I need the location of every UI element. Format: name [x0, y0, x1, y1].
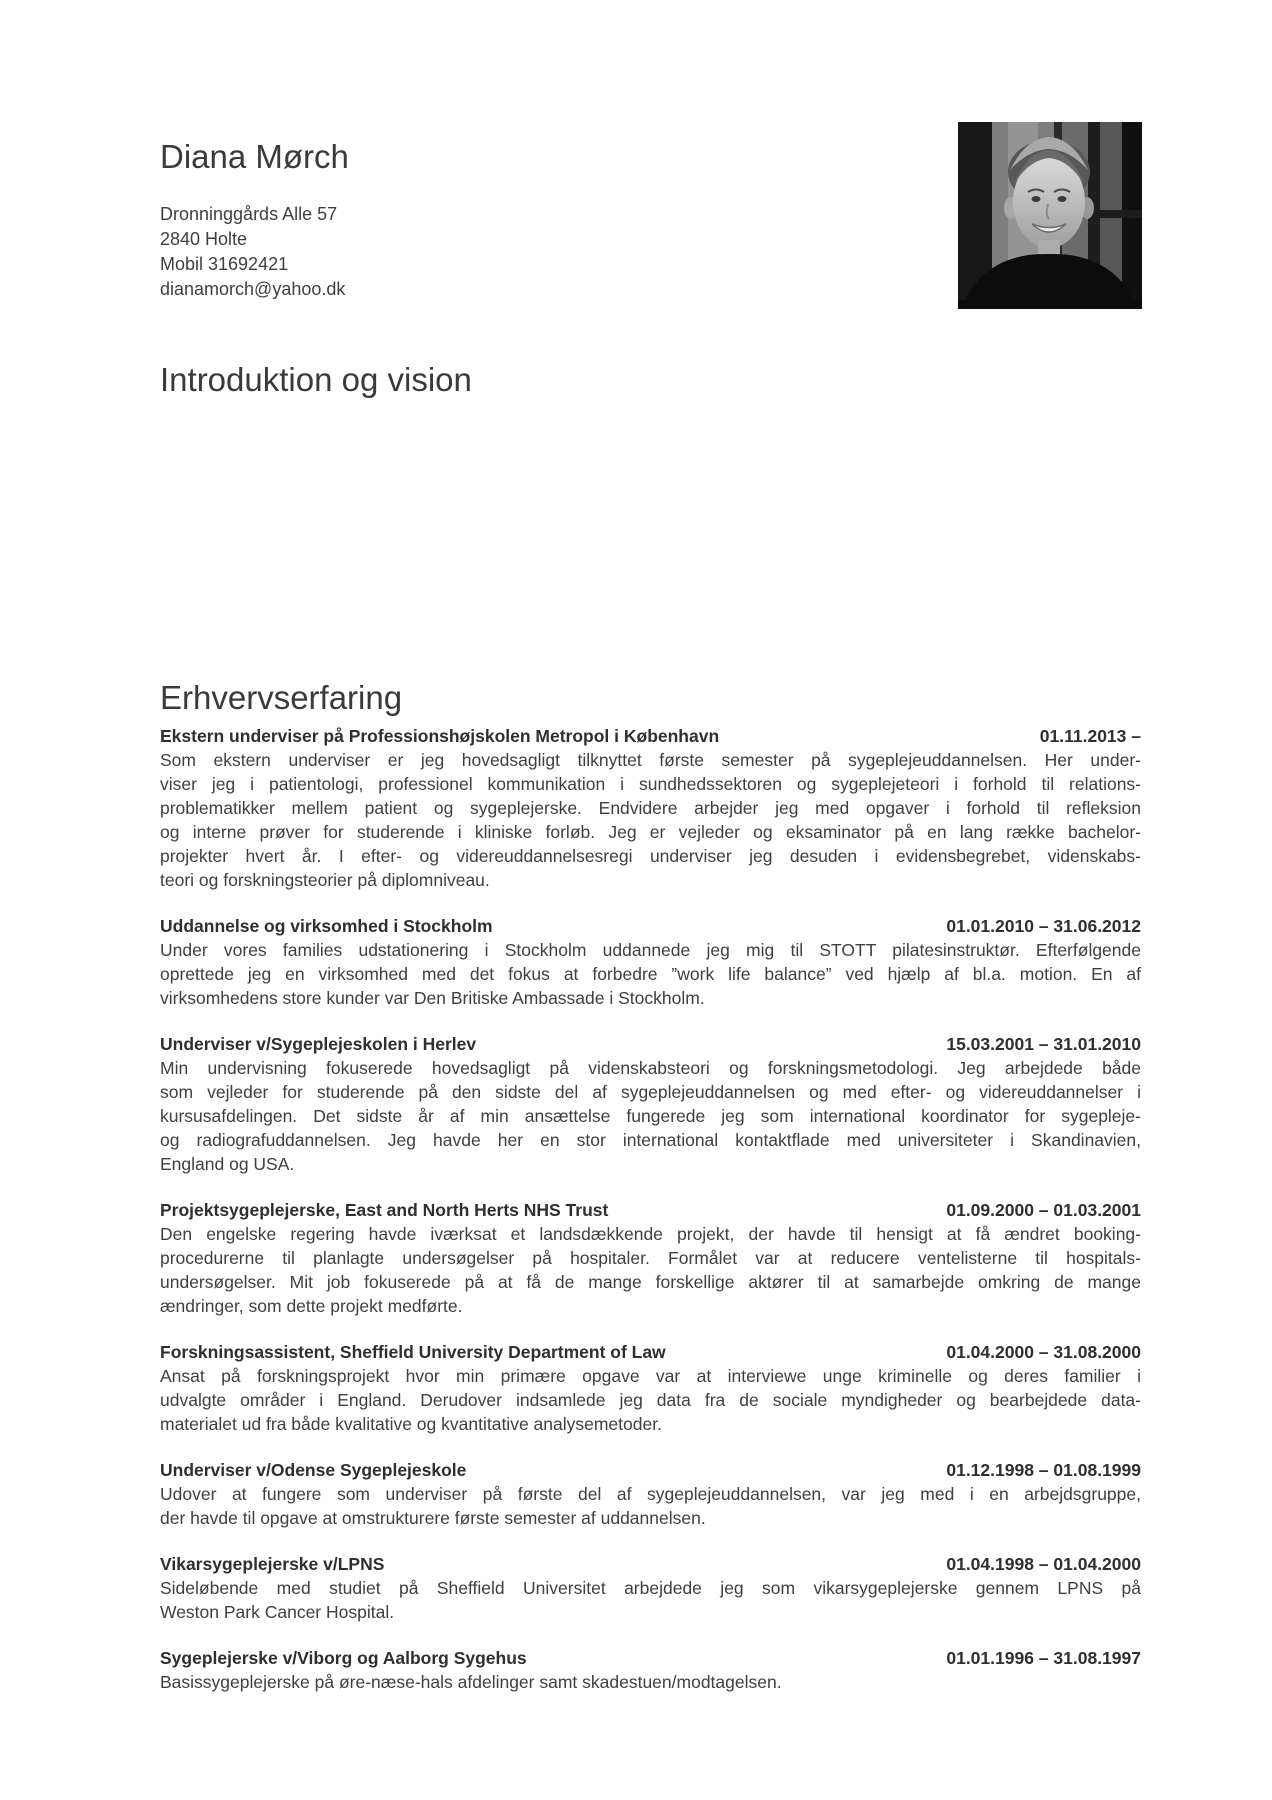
job-title: Uddannelse og virksomhed i Stockholm — [160, 916, 493, 936]
experience-entry — [160, 1458, 1141, 1530]
person-name: Diana Mørch — [160, 138, 349, 175]
job-period: 01.01.1996 – 31.08.1997 — [946, 1648, 1141, 1668]
experience-entry-head — [160, 1646, 1141, 1670]
job-description-line: Som ekstern underviser er jeg hovedsagligt tilknyttet første semester på sygeplejeuddannelsen. Her under- — [160, 750, 1141, 770]
address-line-1: Dronninggårds Alle 57 — [160, 204, 338, 224]
experience-entry-head — [160, 1458, 1141, 1482]
job-description-line: Udover at fungere som underviser på første del af sygeplejeuddannelsen, var jeg med i en arbejdsgruppe, — [160, 1484, 1141, 1504]
job-description — [160, 1222, 1141, 1318]
job-period: 01.09.2000 – 01.03.2001 — [946, 1200, 1141, 1220]
job-description-line: Ansat på forskningsprojekt hvor min primære opgave var at interviewe unge kriminelle og deres familier i — [160, 1366, 1141, 1386]
job-description-line: kursusafdelingen. Det sidste år af min ansættelse fungerede jeg som international koordinator for sygepleje- — [160, 1106, 1141, 1126]
experience-entry — [160, 1032, 1141, 1176]
experience-list — [160, 724, 1141, 1694]
job-title: Sygeplejerske v/Viborg og Aalborg Sygehus — [160, 1648, 527, 1668]
experience-entry — [160, 724, 1141, 892]
experience-entry-head — [160, 1340, 1141, 1364]
job-description-line: viser jeg i patientologi, professionel kommunikation i sundhedssektoren og sygeplejeteori i forhold til relations- — [160, 774, 1141, 794]
job-period: 01.12.1998 – 01.08.1999 — [946, 1460, 1141, 1480]
email-line: dianamorch@yahoo.dk — [160, 279, 346, 299]
job-description-line: virksomhedens store kunder var Den Britiske Ambassade i Stockholm. — [160, 988, 705, 1008]
experience-entry-head — [160, 1552, 1141, 1576]
job-description — [160, 748, 1141, 892]
job-description — [160, 1056, 1141, 1176]
job-period: 01.04.2000 – 31.08.2000 — [946, 1342, 1141, 1362]
job-description-line: materialet ud fra både kvalitative og kvantitative analysemetoder. — [160, 1414, 662, 1434]
job-description-line: og interne prøver for studerende i kliniske forløb. Jeg er vejleder og eksaminator på en lang række bachelor- — [160, 822, 1141, 842]
job-description — [160, 1482, 1141, 1530]
portrait-photo — [958, 122, 1142, 309]
experience-entry — [160, 1646, 1141, 1694]
job-description — [160, 1364, 1141, 1436]
experience-entry-head — [160, 1032, 1141, 1056]
section-heading-introduction: Introduktion og vision — [160, 361, 472, 398]
experience-entry — [160, 1340, 1141, 1436]
experience-entry-head — [160, 914, 1141, 938]
job-description-line: procedurerne til planlagte undersøgelser på hospitaler. Formålet var at reducere ventelisterne til hospitals- — [160, 1248, 1141, 1268]
experience-entry — [160, 1552, 1141, 1624]
contact-block — [160, 202, 345, 302]
job-description-line: Den engelske regering havde iværksat et landsdækkende projekt, der havde til hensigt at få ændret booking- — [160, 1224, 1141, 1244]
job-title: Vikarsygeplejerske v/LPNS — [160, 1554, 385, 1574]
job-title: Forskningsassistent, Sheffield University Department of Law — [160, 1342, 666, 1362]
job-description-line: oprettede jeg en virksomhed med det fokus at forbedre ”work life balance” ved hjælp af bl.a. motion. En af — [160, 964, 1141, 984]
job-description-line: projekter hvert år. I efter- og videreuddannelsesregi underviser jeg desuden i evidensbegrebet, videnskabs- — [160, 846, 1141, 866]
job-period: 01.04.1998 – 01.04.2000 — [946, 1554, 1141, 1574]
phone-line: Mobil 31692421 — [160, 254, 289, 274]
job-description-line: Weston Park Cancer Hospital. — [160, 1602, 395, 1622]
job-description-line: England og USA. — [160, 1154, 295, 1174]
job-description-line: undersøgelser. Mit job fokuserede på at få de mange forskellige aktører til at samarbejde omkring de mange — [160, 1272, 1141, 1292]
job-description-line: Min undervisning fokuserede hovedsagligt på videnskabsteori og forskningsmetodologi. Jeg arbejdede både — [160, 1058, 1141, 1078]
job-period: 15.03.2001 – 31.01.2010 — [946, 1034, 1141, 1054]
job-description-line: udvalgte områder i England. Derudover indsamlede jeg data fra de sociale myndigheder og bearbejdede data- — [160, 1390, 1141, 1410]
experience-entry — [160, 1198, 1141, 1318]
job-description-line: Under vores families udstationering i Stockholm uddannede jeg mig til STOTT pilatesinstruktør. Efterfølgende — [160, 940, 1141, 960]
address-line-2: 2840 Holte — [160, 229, 248, 249]
job-description-line: der havde til opgave at omstrukturere første semester af uddannelsen. — [160, 1508, 706, 1528]
experience-entry — [160, 914, 1141, 1010]
job-description-line: problematikker mellem patient og sygeplejerske. Endvidere arbejder jeg med opgaver i forhold til refleksion — [160, 798, 1141, 818]
section-heading-experience: Erhvervserfaring — [160, 679, 403, 716]
job-description — [160, 938, 1141, 1010]
job-description-line: ændringer, som dette projekt medførte. — [160, 1296, 463, 1316]
job-title: Underviser v/Odense Sygeplejeskole — [160, 1460, 467, 1480]
job-description-line: teori og forskningsteorier på diplomniveau. — [160, 870, 490, 890]
job-title: Ekstern underviser på Professionshøjskolen Metropol i København — [160, 726, 720, 746]
job-description-line: og radiografuddannelsen. Jeg havde her en stor international kontaktflade med universiteter i Skandinavien, — [160, 1130, 1141, 1150]
job-description — [160, 1670, 1141, 1694]
job-description-line: Basissygeplejerske på øre-næse-hals afdelinger samt skadestuen/modtagelsen. — [160, 1672, 782, 1692]
job-description-line: som vejleder for studerende på den sidste del af sygeplejeuddannelsen og med efter- og videreuddannelser i — [160, 1082, 1141, 1102]
job-period: 01.01.2010 – 31.06.2012 — [946, 916, 1141, 936]
job-description-line: Sideløbende med studiet på Sheffield Universitet arbejdede jeg som vikarsygeplejerske gennem LPNS på — [160, 1578, 1141, 1598]
experience-entry-head — [160, 1198, 1141, 1222]
job-title: Projektsygeplejerske, East and North Herts NHS Trust — [160, 1200, 609, 1220]
job-period: 01.11.2013 – — [1039, 726, 1141, 746]
experience-entry-head — [160, 724, 1141, 748]
job-title: Underviser v/Sygeplejeskolen i Herlev — [160, 1034, 477, 1054]
job-description — [160, 1576, 1141, 1624]
